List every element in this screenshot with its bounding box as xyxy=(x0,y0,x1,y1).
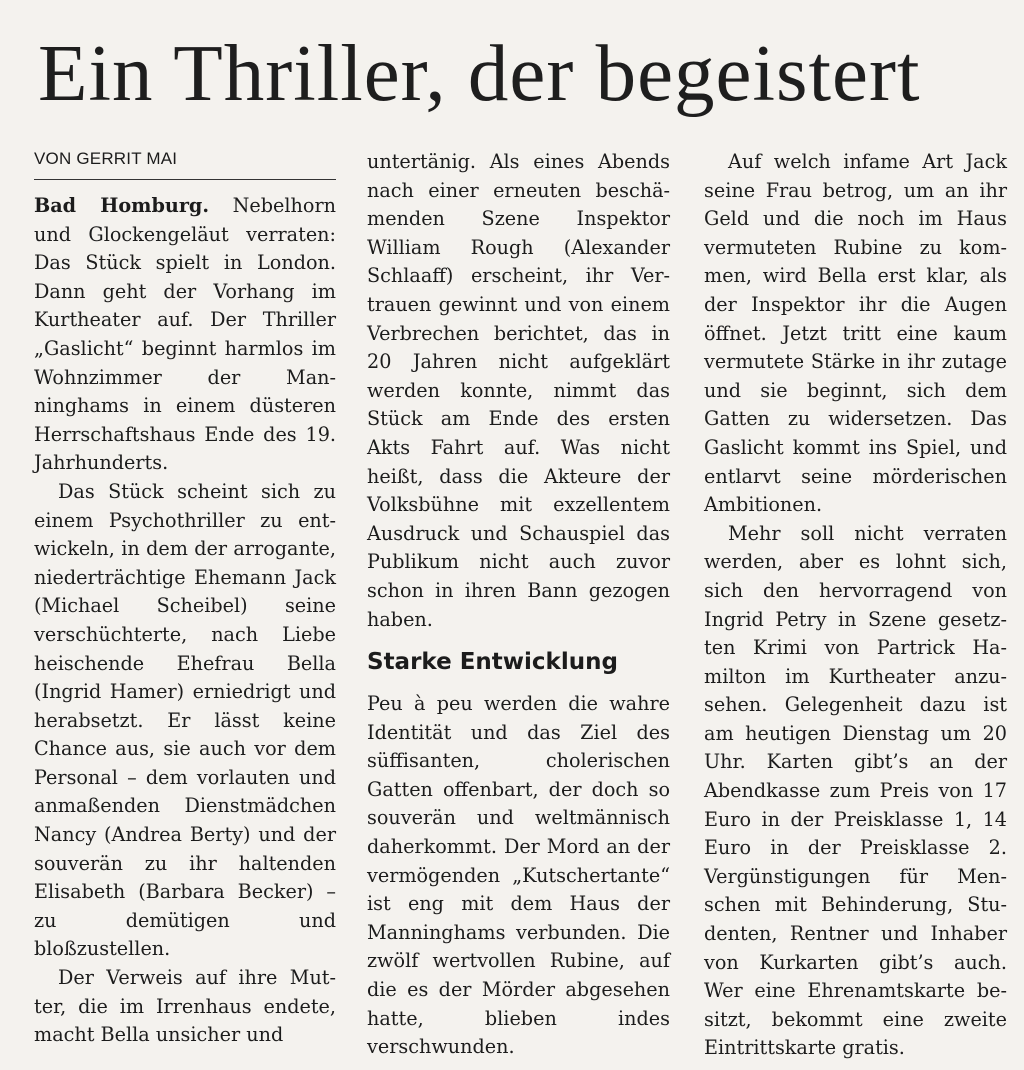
paragraph: Das Stück scheint sich zu einem Psychothriller zu entwickeln, in dem der arrogante, niederträchtige Ehemann Jack (Michael Scheibel) seine verschüchterte, nach Liebe heischende Ehefrau Bella (Ingrid Hamer) erniedrigt und herabsetzt. Er lässt keine Chance aus, sie auch vor dem Personal – dem vorlauten und anmaßenden Dienstmädchen Nancy (Andrea Berty) und der souverän zu ihr haltenden Elisabeth (Barbara Becker) – zu demütigen und bloßzustellen. xyxy=(34,479,336,961)
paragraph-intro-text: Nebelhorn und Glockengeläut verraten: Das Stück spielt in London. Dann geht der Vorhang im Kurtheater auf. Der Thriller „Gaslicht“ beginnt harmlos im Wohnzimmer der Manninghams in einem düsteren Herrschaftshaus Ende des 19. Jahrhunderts. xyxy=(34,194,336,475)
byline: VON GERRIT MAI xyxy=(34,148,336,180)
article-column-3 xyxy=(704,148,1007,1063)
article-column-1 xyxy=(34,148,336,1050)
paragraph: Mehr soll nicht verraten werden, aber es lohnt sich, sich den hervorragend von Ingrid Petry in Szene gesetzten Krimi von Partrick Hamilton im Kurtheater anzusehen. Gelegenheit dazu ist am heutigen Dienstag um 20 Uhr. Karten gibt’s an der Abendkasse zum Preis von 17 Euro in der Preisklasse 1, 14 Euro in der Preisklasse 2. Vergünstigungen für Menschen mit Behinderung, Studenten, Rentner und Inhaber von Kurkarten gibt’s auch. Wer eine Ehrenamtskarte besitzt, bekommt eine zweite Eintrittskarte gratis. xyxy=(704,521,1007,1060)
article-column-2 xyxy=(367,148,670,1062)
paragraph: Auf welch infame Art Jack seine Frau betrog, um an ihr Geld und die noch im Haus vermuteten Rubine zu kommen, wird Bella erst klar, als der Inspektor ihr die Augen öffnet. Jetzt tritt eine kaum vermutete Stärke in ihr zutage und sie beginnt, sich dem Gatten zu widersetzen. Das Gaslicht kommt ins Spiel, und entlarvt seine mörderischen Ambitionen. xyxy=(704,150,1007,517)
paragraph: untertänig. Als eines Abends nach einer erneuten beschämenden Szene Inspektor William Rough (Alexander Schlaaff) erscheint, ihr Vertrauen gewinnt und von einem Verbrechen berichtet, das in 20 Jahren nicht aufgeklärt werden konnte, nimmt das Stück am Ende des ersten Akts Fahrt auf. Was nicht heißt, dass die Akteure der Volksbühne mit exzellentem Ausdruck und Schauspiel das Publikum nicht auch zuvor schon in ihren Bann gezogen haben. xyxy=(367,150,670,631)
paragraph-intro xyxy=(34,192,336,478)
paragraph: Der Verweis auf ihre Mutter, die im Irrenhaus endete, macht Bella unsicher und xyxy=(34,966,336,1047)
paragraph: Peu à peu werden die wahre Identität und das Ziel des süffisanten, cholerischen Gatten offenbart, der doch so souverän und weltmännisch daherkommt. Der Mord an der vermögenden „Kutschertante“ ist eng mit dem Haus der Manninghams verbunden. Die zwölf wertvollen Rubine, auf die es der Mörder abgesehen hatte, blieben indes verschwunden. xyxy=(367,692,670,1059)
article-headline: Ein Thriller, der begeistert xyxy=(38,28,921,118)
subheading: Starke Entwicklung xyxy=(367,649,618,676)
dateline: Bad Homburg. xyxy=(34,194,210,217)
